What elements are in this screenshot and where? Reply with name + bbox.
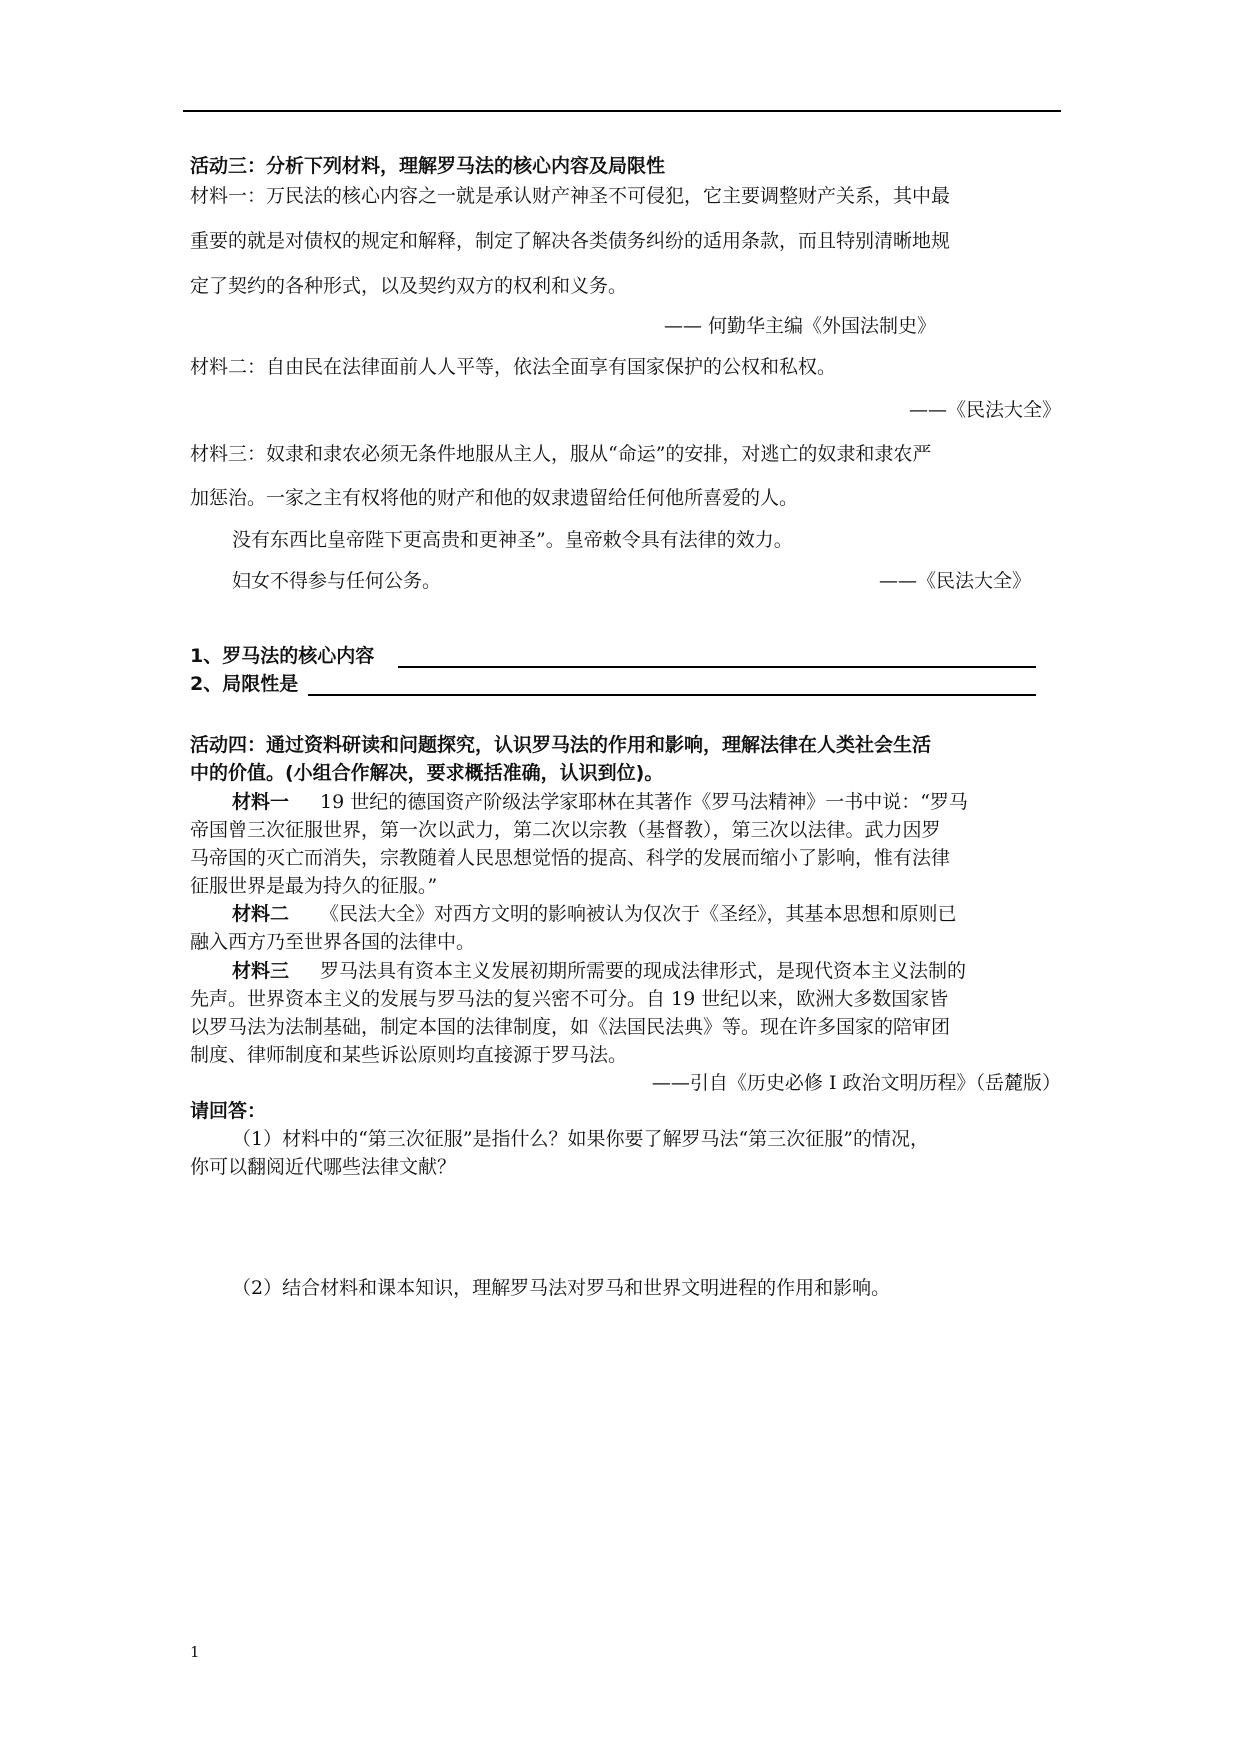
activity4-title-line1: 活动四：通过资料研读和问题探究，认识罗马法的作用和影响，理解法律在人类社会生活 [190, 734, 932, 756]
a3-material3-line4: 妇女不得参与任何公务。 [232, 570, 442, 592]
a4-material1-label: 材料一 [232, 791, 290, 813]
a4-question1-line2: 你可以翻阅近代哪些法律文献？ [190, 1156, 457, 1178]
a3-material1-line1: 材料一：万民法的核心内容之一就是承认财产神圣不可侵犯，它主要调整财产关系，其中最 [190, 185, 951, 207]
a3-material3-line3: 没有东西比皇帝陛下更高贵和更神圣”。皇帝敕令具有法律的效力。 [232, 529, 793, 551]
a4-material3-line3: 以罗马法为法制基础，制定本国的法律制度，如《法国民法典》等。现在许多国家的陪审团 [190, 1016, 951, 1038]
a4-question2: （2）结合材料和课本知识，理解罗马法对罗马和世界文明进程的作用和影响。 [232, 1277, 891, 1299]
a4-source: ——引自《历史必修 I 政治文明历程》（岳麓版） [651, 1072, 1061, 1094]
a4-material3-line4: 制度、律师制度和某些诉讼原则均直接源于罗马法。 [190, 1044, 628, 1066]
a3-material1-line2: 重要的就是对债权的规定和解释，制定了解决各类债务纠纷的适用条款，而且特别清晰地规 [190, 230, 951, 252]
page-number: 1 [190, 1643, 200, 1661]
a4-material3-line2: 先声。世界资本主义的发展与罗马法的复兴密不可分。自 19 世纪以来，欧洲大多数国家皆 [190, 988, 949, 1010]
a4-material3-label: 材料三 [232, 960, 290, 982]
a4-question1-line1: （1）材料中的“第三次征服”是指什么？如果你要了解罗马法“第三次征服”的情况， [232, 1128, 929, 1150]
header-rule [183, 110, 1061, 112]
a4-material1-line1: 19 世纪的德国资产阶级法学家耶林在其著作《罗马法精神》一书中说：“罗马 [320, 791, 968, 813]
activity3-title: 活动三：分析下列材料，理解罗马法的核心内容及局限性 [190, 155, 666, 177]
a3-material2-source: ——《民法大全》 [908, 399, 1061, 421]
a4-material1-line3: 马帝国的灭亡而消失，宗教随着人民思想觉悟的提高、科学的发展而缩小了影响，惟有法律 [190, 847, 951, 869]
ask-label: 请回答： [190, 1100, 267, 1122]
a4-material2-line1: 《民法大全》对西方文明的影响被认为仅次于《圣经》，其基本思想和原则已 [320, 903, 957, 925]
question2-label: 2、局限性是 [190, 673, 299, 695]
a3-material2-line1: 材料二：自由民在法律面前人人平等，依法全面享有国家保护的公权和私权。 [190, 356, 837, 378]
a4-material1-line2: 帝国曾三次征服世界，第一次以武力，第二次以宗教（基督教），第三次以法律。武力因罗 [190, 819, 941, 841]
a3-material3-source: ——《民法大全》 [878, 570, 1031, 592]
question1-label: 1、罗马法的核心内容 [190, 645, 375, 667]
a3-material1-line3: 定了契约的各种形式，以及契约双方的权利和义务。 [190, 275, 628, 297]
question1-answer-blank[interactable] [398, 666, 1036, 668]
a3-material3-line1: 材料三：奴隶和隶农必须无条件地服从主人，服从“命运”的安排，对逃亡的奴隶和隶农严 [190, 443, 932, 465]
activity4-title-line2: 中的价值。(小组合作解决，要求概括准确，认识到位)。 [190, 762, 664, 784]
a4-material1-line4: 征服世界是最为持久的征服。” [190, 875, 438, 897]
a4-material3-line1: 罗马法具有资本主义发展初期所需要的现成法律形式，是现代资本主义法制的 [320, 960, 967, 982]
a3-material1-source: —— 何勤华主编《外国法制史》 [663, 315, 936, 337]
a4-material2-line2: 融入西方乃至世界各国的法律中。 [190, 931, 476, 953]
a3-material3-line2: 加惩治。一家之主有权将他的财产和他的奴隶遗留给任何他所喜爱的人。 [190, 487, 799, 509]
question2-answer-blank[interactable] [308, 694, 1036, 696]
a4-material2-label: 材料二 [232, 903, 290, 925]
